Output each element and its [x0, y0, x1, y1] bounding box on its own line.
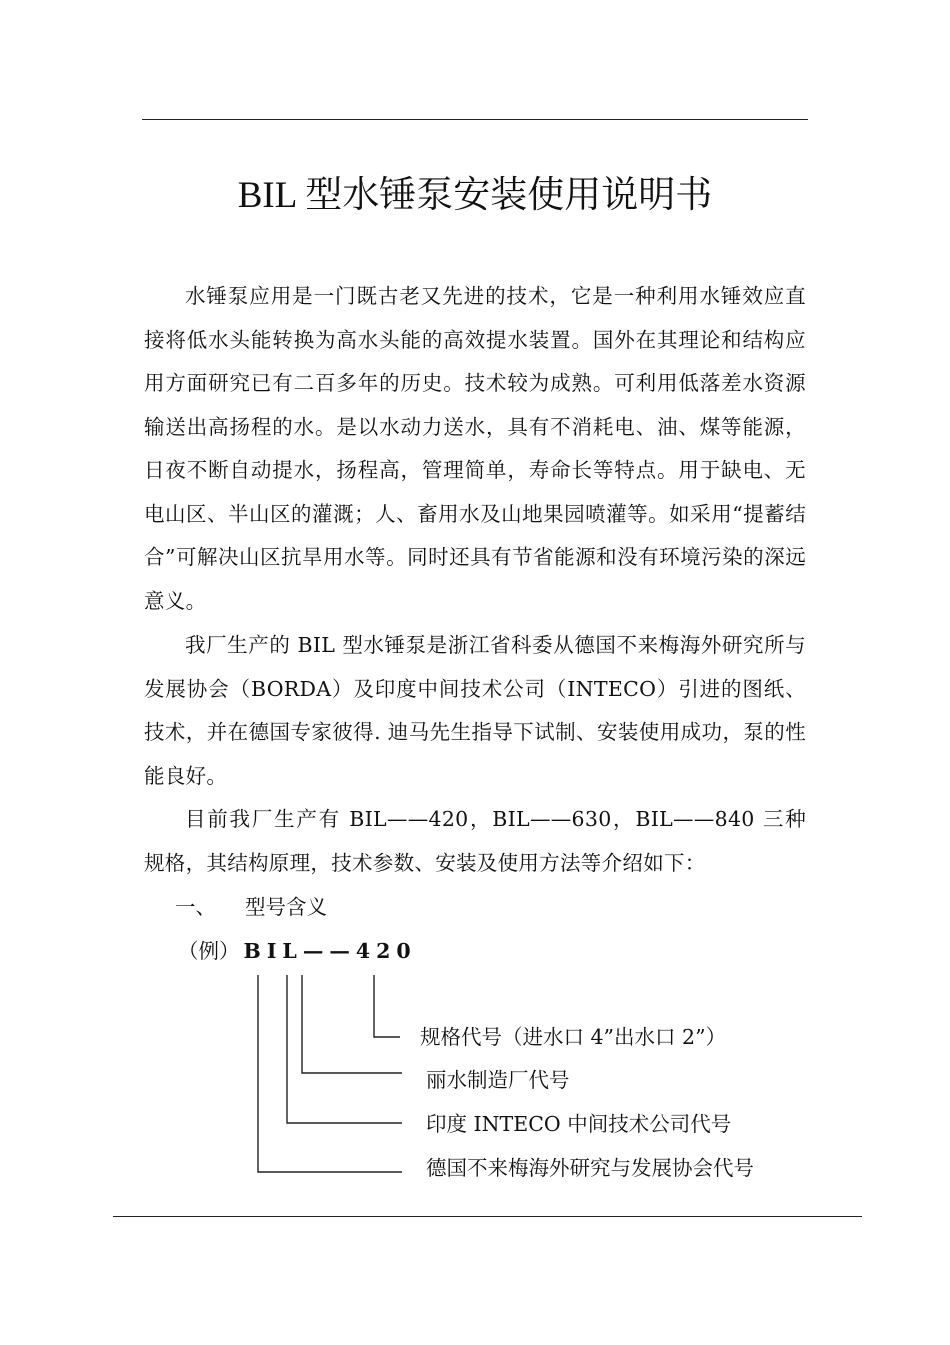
example-code: BIL——420 [243, 939, 417, 963]
example-prefix: （例） [178, 939, 240, 963]
legend-factory-code: 丽水制造厂代号 [426, 1068, 570, 1092]
paragraph-origin: 我厂生产的 BIL 型水锤泵是浙江省科委从德国不来梅海外研究所与发展协会（BORDA）及印度中间技术公司（INTECO）引进的图纸、技术，并在德国专家彼得. 迪马先生指导下试制、安装使用成功，泵的性能良好。 [144, 633, 806, 788]
legend-inteco-code: 印度 INTECO 中间技术公司代号 [426, 1112, 732, 1136]
paragraph-intro: 水锤泵应用是一门既古老又先进的技术，它是一种利用水锤效应直接将低水头能转换为高水头能的高效提水装置。国外在其理论和结构应用方面研究已有二百多年的历史。技术较为成熟。可利用低落差水资源输送出高扬程的水。是以水动力送水，具有不消耗电、油、煤等能源，日夜不断自动提水，扬程高，管理简单，寿命长等特点。用于缺电、无电山区、半山区的灌溉；人、畜用水及山地果园喷灌等。如采用“提蓄结合”可解决山区抗旱用水等。同时还具有节省能源和没有环境污染的深远意义。 [144, 284, 806, 613]
paragraph-models: 目前我厂生产有 BIL——420，BIL——630，BIL——840 三种规格，其结构原理，技术参数、安装及使用方法等介绍如下： [144, 807, 806, 875]
section-heading-text: 型号含义 [245, 895, 327, 919]
document-title: BIL 型水锤泵安装使用说明书 [237, 175, 713, 216]
section-number: 一、 [175, 895, 216, 919]
connector-factory-code [302, 975, 402, 1073]
legend-spec-code: 规格代号（进水口 4”出水口 2”） [420, 1025, 727, 1049]
connector-spec-code [374, 975, 400, 1037]
bottom-rule [113, 1216, 862, 1217]
connector-inteco-code [287, 975, 402, 1123]
legend-borda-code: 德国不来梅海外研究与发展协会代号 [426, 1156, 754, 1180]
